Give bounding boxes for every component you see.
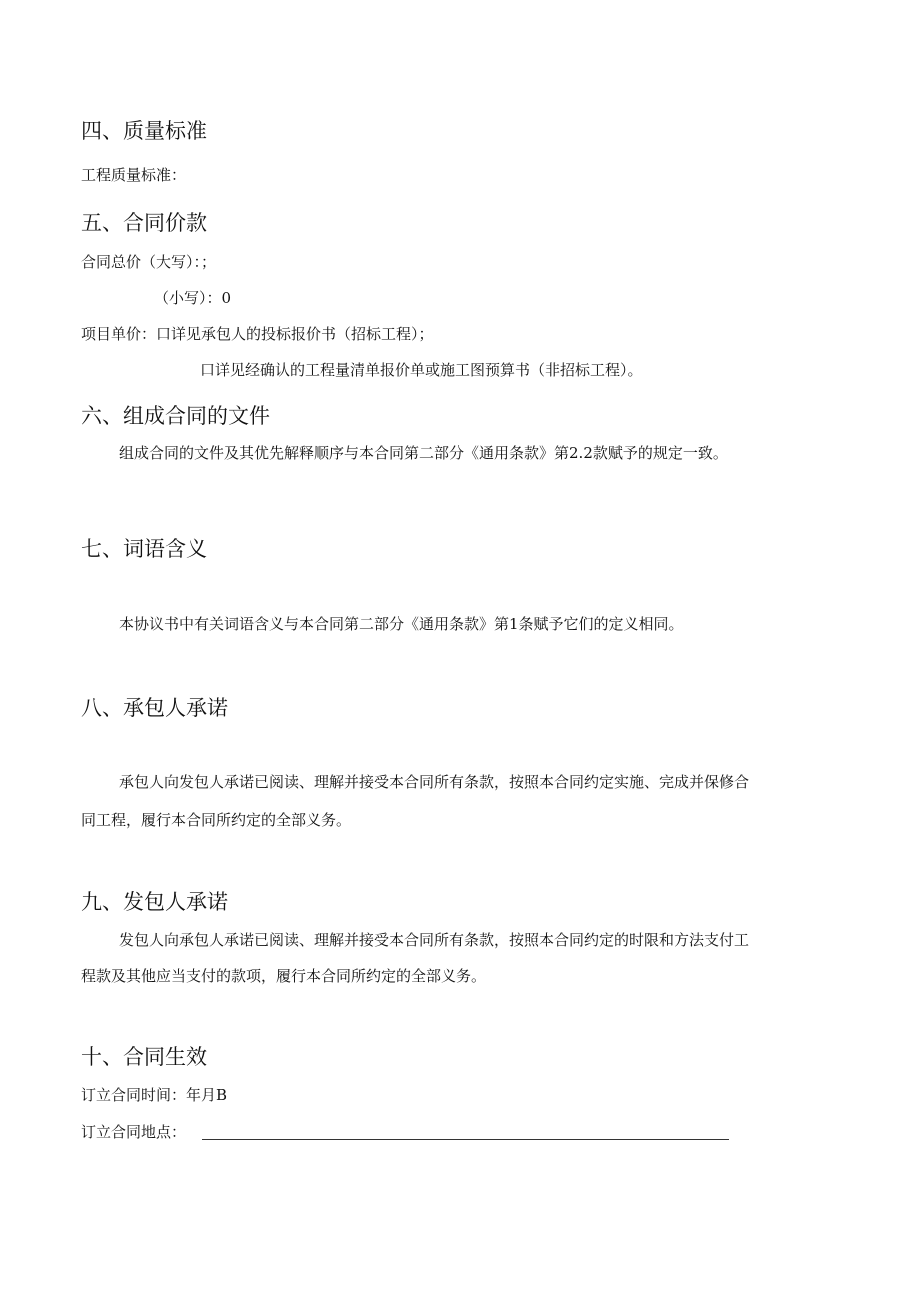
section-7-body: 本协议书中有关词语含义与本合同第二部分《通用条款》第1条赋予它们的定义相同。 (119, 615, 684, 633)
unit-price-line-1: 项目单价：口详见承包人的投标报价书（招标工程）； (81, 325, 434, 343)
section-10-heading: 十、合同生效 (81, 1045, 207, 1069)
section-5-heading: 五、合同价款 (81, 211, 207, 235)
sign-place-blank-line (202, 1139, 729, 1140)
section-4-heading: 四、质量标准 (81, 119, 207, 143)
section-9-body-line-1: 发包人向承包人承诺已阅读、理解并接受本合同所有条款，按照本合同约定的时限和方法支付工 (119, 931, 750, 949)
contract-sign-time: 订立合同时间：年月B (81, 1086, 228, 1104)
section-9-heading: 九、发包人承诺 (81, 890, 228, 914)
section-8-heading: 八、承包人承诺 (81, 696, 228, 720)
section-9-body-line-2: 程款及其他应当支付的款项，履行本合同所约定的全部义务。 (81, 967, 487, 985)
section-8-body-line-2: 同工程，履行本合同所约定的全部义务。 (81, 811, 352, 829)
contract-total-upper: 合同总价（大写）：； (81, 253, 217, 271)
section-7-heading: 七、词语含义 (81, 537, 207, 561)
contract-total-lower: （小写）：0 (154, 289, 232, 307)
section-6-body: 组成合同的文件及其优先解释顺序与本合同第二部分《通用条款》第2.2款赋予的规定一致。 (119, 444, 728, 462)
quality-standard-label: 工程质量标准： (81, 166, 187, 184)
unit-price-line-2: 口详见经确认的工程量清单报价单或施工图预算书（非招标工程）。 (200, 361, 643, 379)
section-6-heading: 六、组成合同的文件 (81, 404, 270, 428)
contract-sign-place-label: 订立合同地点： (81, 1123, 187, 1141)
section-8-body-line-1: 承包人向发包人承诺已阅读、理解并接受本合同所有条款，按照本合同约定实施、完成并保修合 (119, 773, 750, 791)
